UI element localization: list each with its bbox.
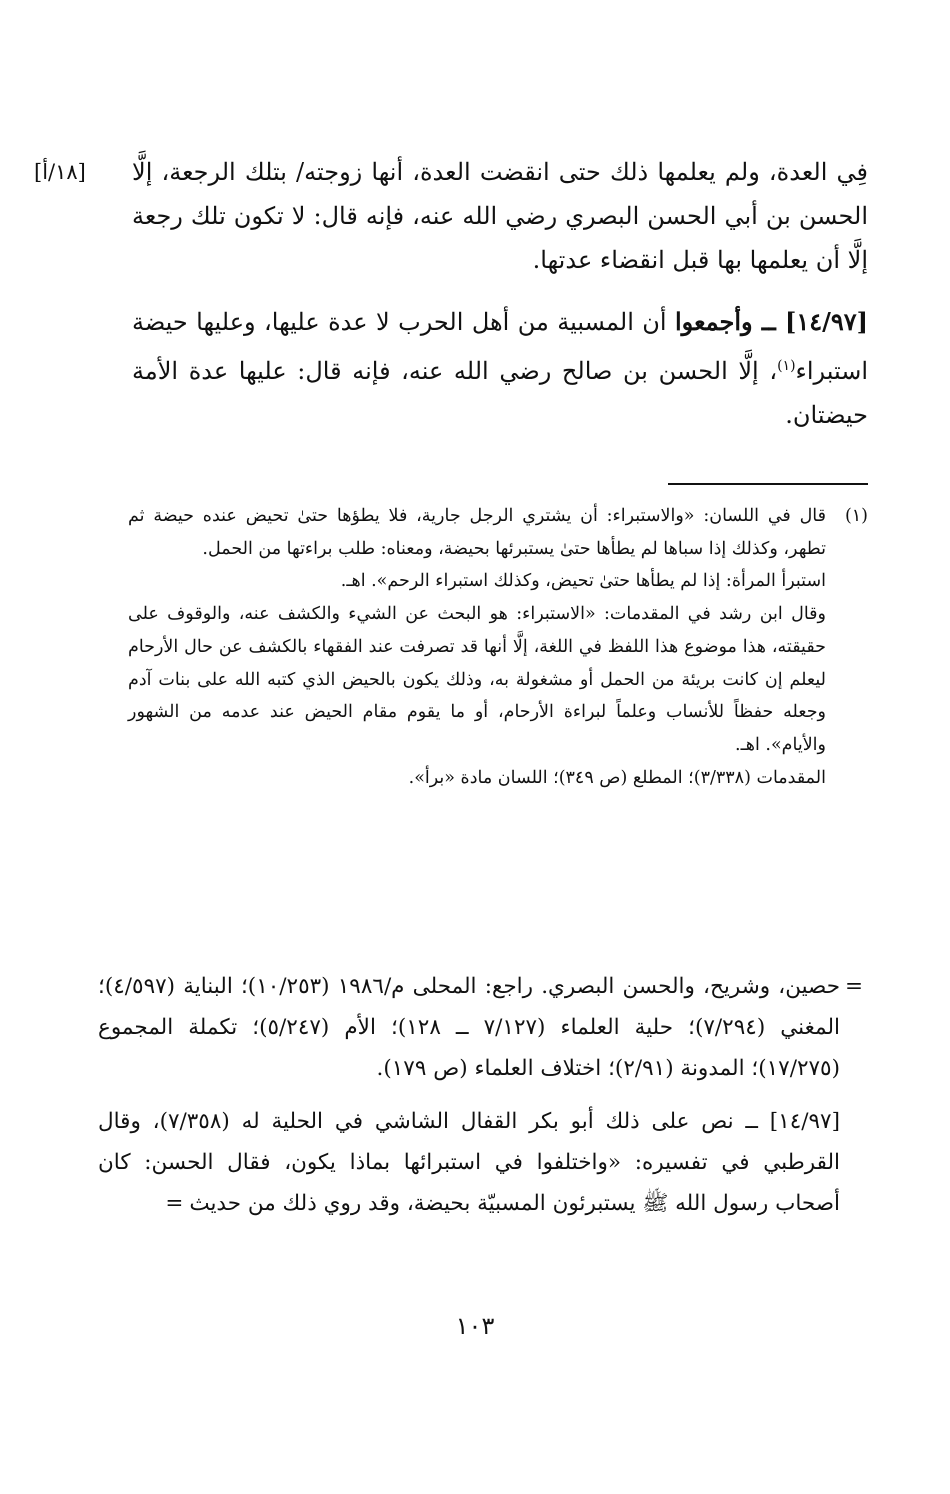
- continued-paragraph-2: [98, 1101, 840, 1224]
- continued-note-2: [98, 1101, 868, 1224]
- continued-paragraph-1: حصين، وشريح، والحسن البصري. راجع: المحلى م/١٩٨٦ (١٠/٢٥٣)؛ البناية (٤/٥٩٧)؛ المغني (٧/٢٩٤)؛ حلية العلماء (٧/١٢٧ ــ ١٢٨)؛ الأم (٥/٢٤٧)؛ تكملة المجموع (١٧/٢٧٥)؛ المدونة (٢/٩١)؛ اختلاف العلماء (ص ١٧٩).: [98, 974, 840, 1081]
- main-text: [132, 150, 868, 437]
- continued-note-1: [98, 966, 868, 1089]
- paragraph-2-tail: ، إلَّا الحسن بن صالح رضي الله عنه، فإنه قال: عليها عدة الأمة حيضتان.: [132, 357, 868, 429]
- footnote-body: [128, 500, 826, 794]
- footnote-separator: [668, 483, 868, 485]
- continuation-mark: =: [844, 974, 863, 999]
- footnote-line: وقال ابن رشد في المقدمات: «الاستبراء: هو البحث عن الشيء والكشف عنه، والوقوف على حقيقته، هذا موضوع هذا اللفظ في اللغة، إلَّا أنها قد تصرفت عند الفقهاء بالكشف عن حال الأرحام ليعلم إن كانت بريئة من الحمل أو مشغولة به، وذلك يكون بالحيض الذي كتبه الله على بنات آدم وجعله حفظاً للأنساب وعلماً لبراءة الأرحام، أو ما يقوم مقام الحيض عند عدمه من الشهور والأيام». اهـ.: [128, 604, 826, 755]
- footnote-number: (١): [844, 506, 868, 526]
- footnote-line: استبرأ المرأة: إذا لم يطأها حتىٰ تحيض، وكذلك استبراء الرحم». اهـ.: [340, 571, 826, 592]
- footnote-line: المقدمات (٣/٣٣٨)؛ المطلع (ص ٣٤٩)؛ اللسان مادة «برأ».: [408, 767, 826, 788]
- continuation-mark-end: =: [165, 1191, 184, 1216]
- page-number: ١٠٣: [455, 1312, 495, 1340]
- main-paragraph-1: فِي العدة، ولم يعلمها ذلك حتى انقضت العدة، أنها زوجته/ بتلك الرجعة، إلَّا الحسن بن أبي الحسن البصري رضي الله عنه، فإنه قال: لا تكون تلك رجعة إلَّا أن يعلمها بها قبل انقضاء عدتها.: [132, 158, 868, 274]
- footnote-1: [128, 500, 868, 794]
- continued-notes: [98, 966, 868, 1224]
- paragraph-2-body: أن المسبية من أهل الحرب لا عدة عليها، وعليها حيضة استبراء: [132, 308, 868, 385]
- footnotes: [128, 500, 868, 794]
- main-paragraph-2: [132, 300, 868, 437]
- folio-marker: [١٨/أ]: [34, 160, 86, 184]
- continued-paragraph-2-text: [١٤/٩٧] ــ نص على ذلك أبو بكر القفال الشاشي في الحلية له (٧/٣٥٨)، وقال القرطبي في تفسيره: «واختلفوا في استبرائها بماذا يكون، فقال الحسن: كان أصحاب رسول الله ﷺ يستبرئون المسبيّة بحيضة، وقد روي ذلك من حديث: [98, 1109, 840, 1216]
- paragraph-2-lead: [١٤/٩٧] ــ وأجمعوا: [675, 307, 868, 336]
- footnote-line: قال في اللسان: «والاستبراء: أن يشتري الرجل جارية، فلا يطؤها حتىٰ تحيض عنده حيضة ثم تطهر، وكذلك إذا سباها لم يطأها حتىٰ يستبرئها بحيضة، ومعناه: طلب براءتها من الحمل.: [128, 506, 826, 559]
- footnote-reference: (١): [777, 358, 796, 374]
